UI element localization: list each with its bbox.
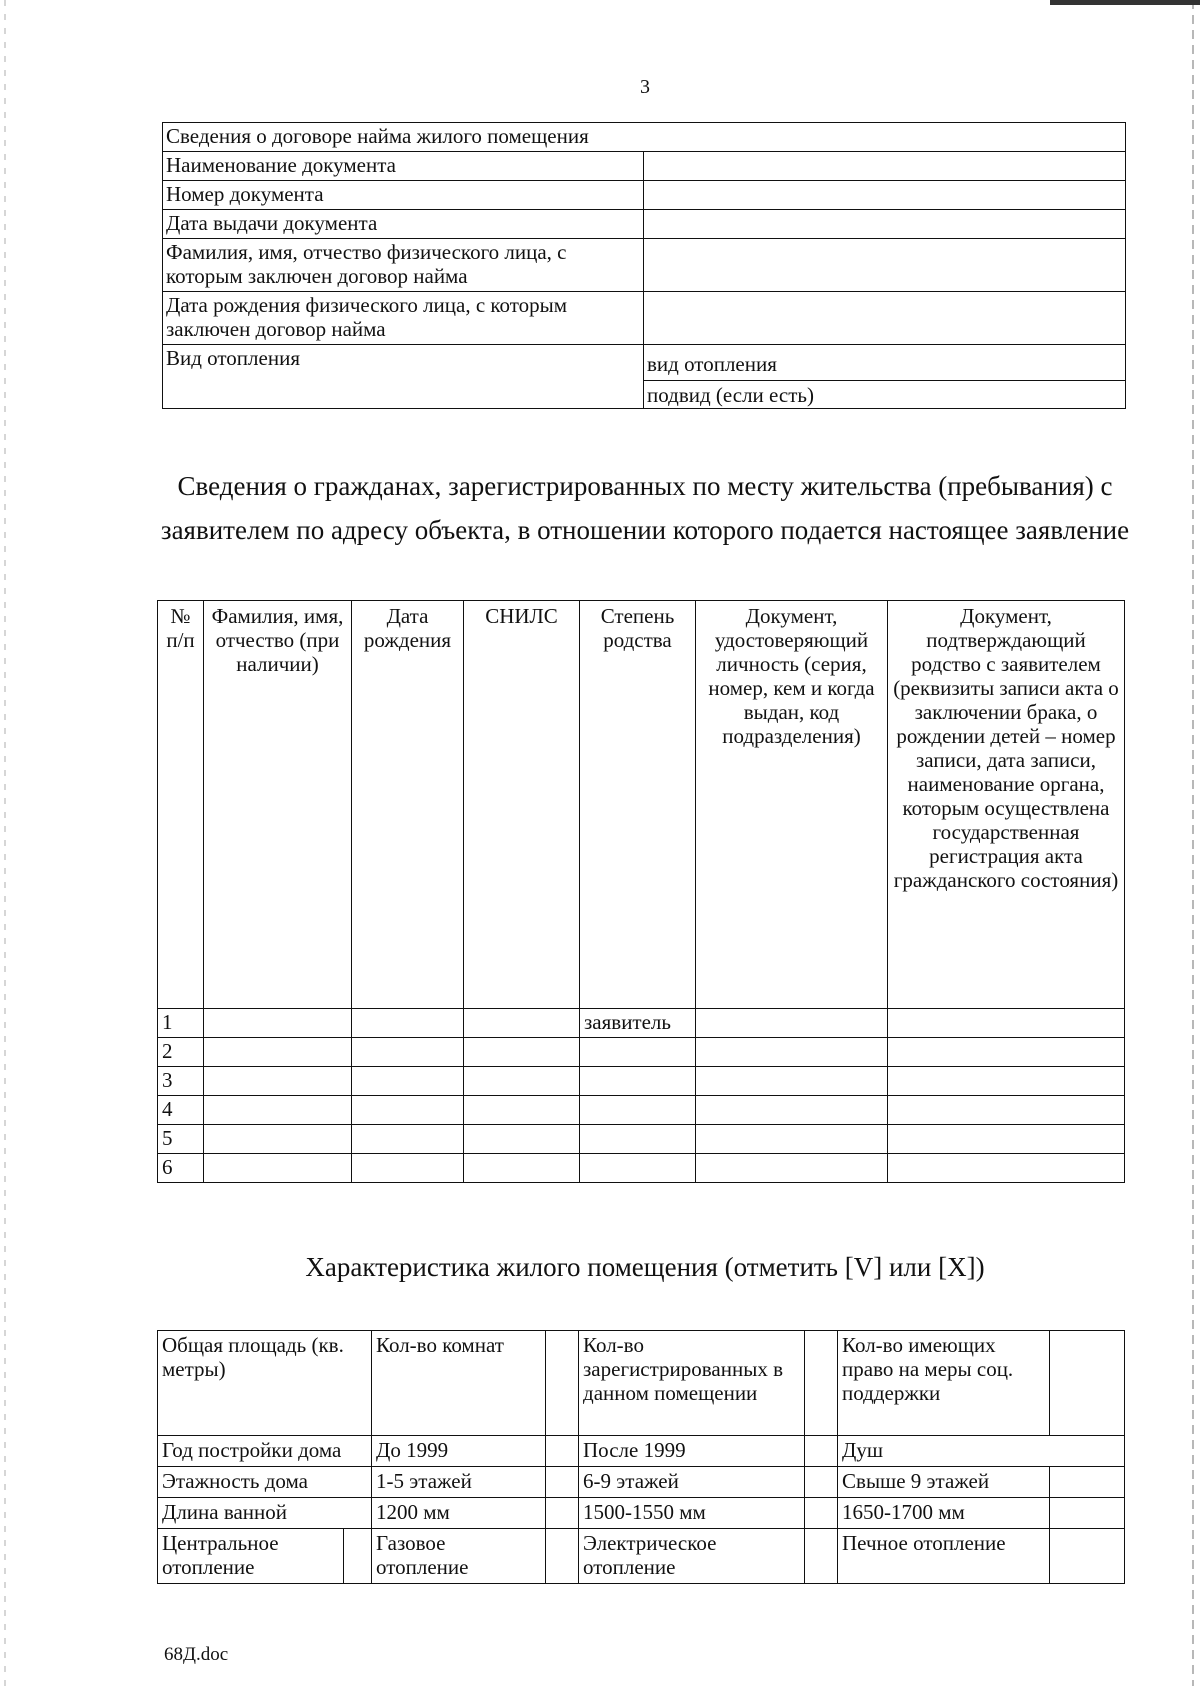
contract-table bbox=[162, 122, 1126, 409]
col-header-number: № п/п bbox=[158, 601, 204, 1009]
name-cell[interactable] bbox=[204, 1067, 352, 1096]
bath-option-1: 1200 мм bbox=[372, 1498, 546, 1529]
table-row bbox=[158, 1096, 1125, 1125]
bath-option-2: 1500-1550 мм bbox=[579, 1498, 805, 1529]
year-after-label: После 1999 bbox=[579, 1436, 805, 1467]
table-row bbox=[158, 1009, 1125, 1038]
row-number: 6 bbox=[158, 1154, 204, 1183]
contract-label: Дата рождения физического лица, с которым заключен договор найма bbox=[163, 292, 644, 345]
col-header-kinship-document: Документ, подтверждающий родство с заявителем (реквизиты записи акта о заключении брака, о рождении детей – номер записи, дата записи, наименование органа, которым осуществлена государственная регистрация акта гражданского состояния) bbox=[888, 601, 1125, 1009]
col-header-snils: СНИЛС bbox=[464, 601, 580, 1009]
id-document-cell[interactable] bbox=[696, 1038, 888, 1067]
characteristics-heading: Характеристика жилого помещения (отметить [V] или [X]) bbox=[305, 1252, 985, 1282]
table-row bbox=[158, 1038, 1125, 1067]
table-row bbox=[158, 1467, 1125, 1498]
relation-cell[interactable] bbox=[580, 1067, 696, 1096]
kinship-document-cell[interactable] bbox=[888, 1096, 1125, 1125]
snils-cell[interactable] bbox=[464, 1009, 580, 1038]
scan-corner-mark bbox=[1050, 0, 1200, 5]
support-label: Кол-во имеющих право на меры соц. поддержки bbox=[838, 1331, 1050, 1436]
contract-value-field[interactable] bbox=[644, 152, 1126, 181]
heating-subtype-label: подвид (если есть) bbox=[644, 380, 1125, 407]
contract-title: Сведения о договоре найма жилого помещения bbox=[163, 123, 1126, 152]
kinship-document-cell[interactable] bbox=[888, 1067, 1125, 1096]
birthdate-cell[interactable] bbox=[352, 1125, 464, 1154]
floors-option-1: 1-5 этажей bbox=[372, 1467, 546, 1498]
relation-cell[interactable] bbox=[580, 1096, 696, 1125]
contract-value-field[interactable] bbox=[644, 210, 1126, 239]
heat-central-label: Центральное отопление bbox=[158, 1529, 344, 1584]
document-filename: 68Д.doc bbox=[164, 1644, 229, 1665]
relation-cell[interactable]: заявитель bbox=[580, 1009, 696, 1038]
bath-option-3: 1650-1700 мм bbox=[838, 1498, 1050, 1529]
table-row bbox=[163, 123, 1126, 152]
floors-1-check-cell[interactable] bbox=[546, 1467, 579, 1498]
kinship-document-cell[interactable] bbox=[888, 1154, 1125, 1183]
name-cell[interactable] bbox=[204, 1154, 352, 1183]
heat-electric-label: Электрическое отопление bbox=[579, 1529, 805, 1584]
heat-stove-label: Печное отопление bbox=[838, 1529, 1050, 1584]
heat-electric-check-cell[interactable] bbox=[805, 1529, 838, 1584]
row-number: 1 bbox=[158, 1009, 204, 1038]
heating-value-field[interactable] bbox=[644, 345, 1126, 409]
support-check-cell[interactable] bbox=[1050, 1331, 1125, 1436]
relation-cell[interactable] bbox=[580, 1038, 696, 1067]
citizens-table bbox=[157, 600, 1125, 1183]
heat-stove-check-cell[interactable] bbox=[1050, 1529, 1125, 1584]
table-row bbox=[163, 292, 1126, 345]
col-header-relation: Степень родства bbox=[580, 601, 696, 1009]
bath-label: Длина ванной bbox=[158, 1498, 372, 1529]
contract-value-field[interactable] bbox=[644, 292, 1126, 345]
birthdate-cell[interactable] bbox=[352, 1096, 464, 1125]
bath-3-check-cell[interactable] bbox=[1050, 1498, 1125, 1529]
id-document-cell[interactable] bbox=[696, 1154, 888, 1183]
birthdate-cell[interactable] bbox=[352, 1009, 464, 1038]
floors-option-2: 6-9 этажей bbox=[579, 1467, 805, 1498]
scan-edge-left bbox=[4, 0, 6, 1686]
table-row bbox=[158, 1331, 1125, 1436]
floors-option-3: Свыше 9 этажей bbox=[838, 1467, 1050, 1498]
row-number: 2 bbox=[158, 1038, 204, 1067]
heat-gas-label: Газовое отопление bbox=[372, 1529, 546, 1584]
floors-3-check-cell[interactable] bbox=[1050, 1467, 1125, 1498]
table-row bbox=[158, 1154, 1125, 1183]
id-document-cell[interactable] bbox=[696, 1096, 888, 1125]
scan-edge-right bbox=[1192, 0, 1194, 1686]
name-cell[interactable] bbox=[204, 1096, 352, 1125]
contract-label: Наименование документа bbox=[163, 152, 644, 181]
birthdate-cell[interactable] bbox=[352, 1154, 464, 1183]
id-document-cell[interactable] bbox=[696, 1125, 888, 1154]
table-row bbox=[158, 1067, 1125, 1096]
year-before-check-cell[interactable] bbox=[546, 1436, 579, 1467]
id-document-cell[interactable] bbox=[696, 1009, 888, 1038]
year-label: Год постройки дома bbox=[158, 1436, 372, 1467]
rooms-label: Кол-во комнат bbox=[372, 1331, 546, 1436]
col-header-id-document: Документ, удостоверяющий личность (серия, номер, кем и когда выдан, код подразделения) bbox=[696, 601, 888, 1009]
characteristics-table bbox=[157, 1330, 1125, 1584]
heating-label: Вид отопления bbox=[163, 345, 644, 409]
relation-cell[interactable] bbox=[580, 1125, 696, 1154]
shower-label: Душ bbox=[838, 1436, 1125, 1467]
floors-2-check-cell[interactable] bbox=[805, 1467, 838, 1498]
kinship-document-cell[interactable] bbox=[888, 1009, 1125, 1038]
table-row bbox=[158, 1436, 1125, 1467]
relation-cell[interactable] bbox=[580, 1154, 696, 1183]
row-number: 4 bbox=[158, 1096, 204, 1125]
row-number: 5 bbox=[158, 1125, 204, 1154]
table-row bbox=[163, 181, 1126, 210]
snils-cell[interactable] bbox=[464, 1125, 580, 1154]
heat-central-check-cell[interactable] bbox=[344, 1529, 372, 1584]
snils-cell[interactable] bbox=[464, 1038, 580, 1067]
snils-cell[interactable] bbox=[464, 1096, 580, 1125]
floors-label: Этажность дома bbox=[158, 1467, 372, 1498]
table-row bbox=[158, 1529, 1125, 1584]
table-row bbox=[158, 1498, 1125, 1529]
contract-label: Дата выдачи документа bbox=[163, 210, 644, 239]
id-document-cell[interactable] bbox=[696, 1067, 888, 1096]
year-after-check-cell[interactable] bbox=[805, 1436, 838, 1467]
kinship-document-cell[interactable] bbox=[888, 1125, 1125, 1154]
name-cell[interactable] bbox=[204, 1009, 352, 1038]
col-header-birthdate: Дата рождения bbox=[352, 601, 464, 1009]
citizens-heading: Сведения о гражданах, зарегистрированных по месту жительства (пребывания) с заявителем по адресу объекта, в отношении которого подается настоящее заявление bbox=[160, 471, 1130, 545]
name-cell[interactable] bbox=[204, 1125, 352, 1154]
contract-label: Фамилия, имя, отчество физического лица, с которым заключен договор найма bbox=[163, 239, 644, 292]
table-row bbox=[163, 210, 1126, 239]
snils-cell[interactable] bbox=[464, 1067, 580, 1096]
rooms-check-cell[interactable] bbox=[546, 1331, 579, 1436]
row-number: 3 bbox=[158, 1067, 204, 1096]
table-row bbox=[163, 239, 1126, 292]
table-row bbox=[163, 152, 1126, 181]
bath-2-check-cell[interactable] bbox=[805, 1498, 838, 1529]
col-header-name: Фамилия, имя, отчество (при наличии) bbox=[204, 601, 352, 1009]
birthdate-cell[interactable] bbox=[352, 1067, 464, 1096]
page-number: 3 bbox=[640, 76, 650, 98]
contract-label: Номер документа bbox=[163, 181, 644, 210]
table-row bbox=[163, 345, 1126, 409]
registered-check-cell[interactable] bbox=[805, 1331, 838, 1436]
table-header-row bbox=[158, 601, 1125, 1009]
registered-label: Кол-во зарегистрированных в данном помещении bbox=[579, 1331, 805, 1436]
name-cell[interactable] bbox=[204, 1038, 352, 1067]
heat-gas-check-cell[interactable] bbox=[546, 1529, 579, 1584]
bath-1-check-cell[interactable] bbox=[546, 1498, 579, 1529]
contract-value-field[interactable] bbox=[644, 181, 1126, 210]
snils-cell[interactable] bbox=[464, 1154, 580, 1183]
kinship-document-cell[interactable] bbox=[888, 1038, 1125, 1067]
year-before-label: До 1999 bbox=[372, 1436, 546, 1467]
birthdate-cell[interactable] bbox=[352, 1038, 464, 1067]
heating-type-label: вид отопления bbox=[647, 352, 777, 376]
area-label: Общая площадь (кв. метры) bbox=[158, 1331, 372, 1436]
table-row bbox=[158, 1125, 1125, 1154]
contract-value-field[interactable] bbox=[644, 239, 1126, 292]
